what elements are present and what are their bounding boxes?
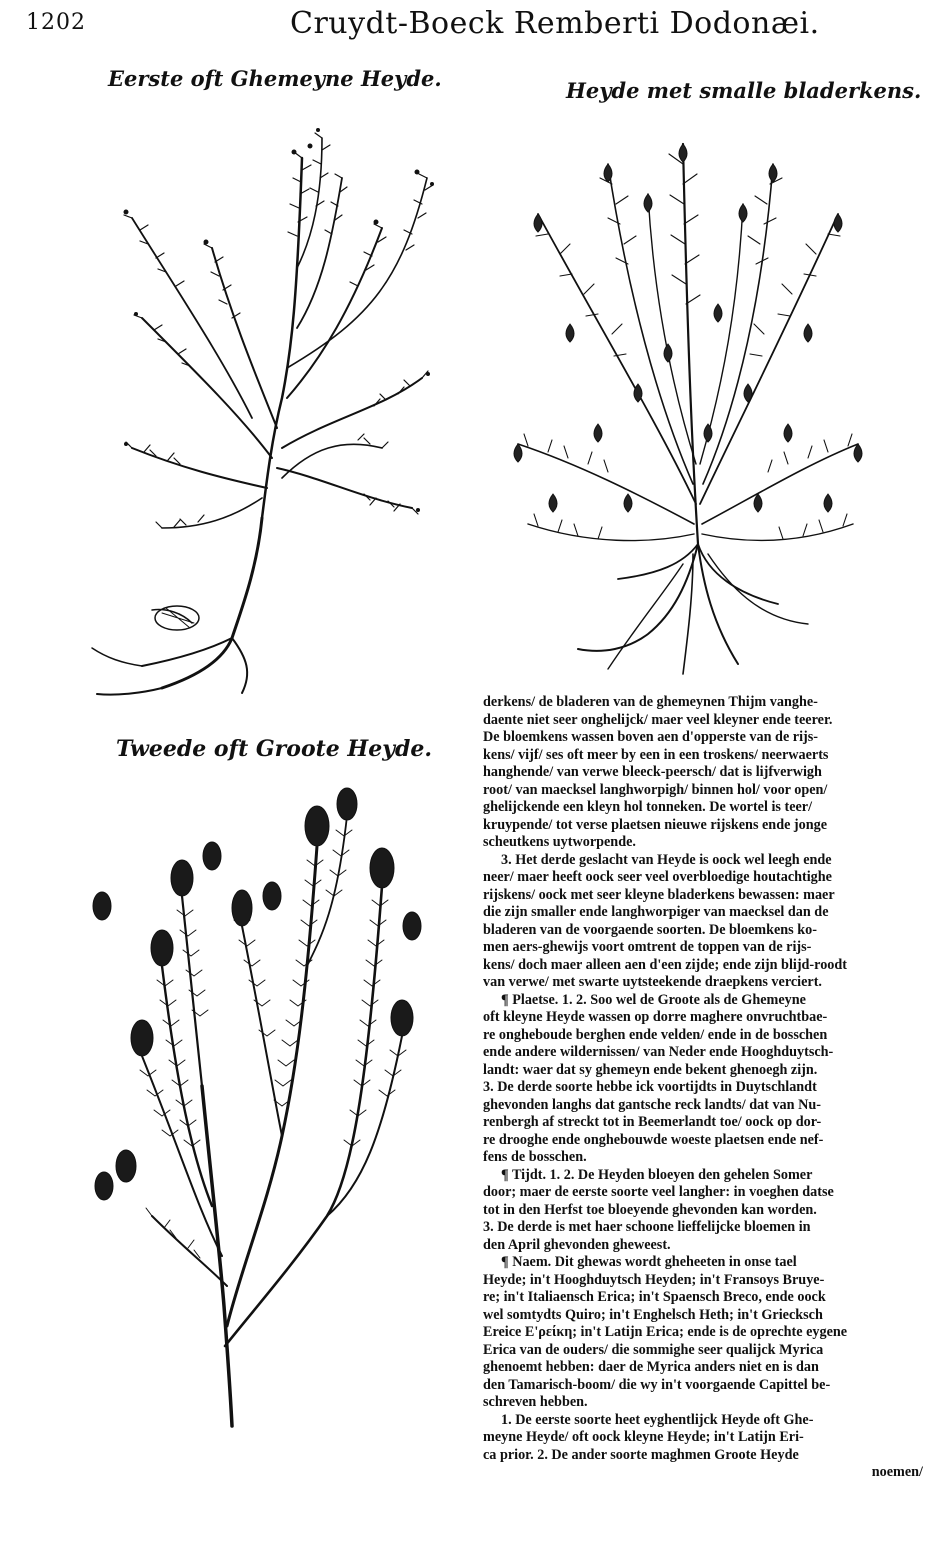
text-line: Heyde; in't Hooghduytsch Heyden; in't Fransoys Bruye- [483, 1271, 825, 1288]
text-line: daente niet seer onghelijck/ maer veel kleyner ende teerer. [483, 711, 833, 728]
text-line: door; maer de eerste soorte veel langher: in voeghen datse [483, 1184, 834, 1200]
text-line: ghelijckende een kleyn hol tonneken. De wortel is teer/ [483, 799, 813, 815]
text-line: kruypende/ tot verse plaetsen nieuwe rijskens ende jonge [483, 816, 828, 833]
text-line: men aers-ghewijs voort omtrent de toppen van de rijs- [483, 939, 812, 955]
text-line: ¶ Naem. Dit ghewas wordt gheheeten in onse tael [501, 1254, 797, 1270]
text-line: schreven hebben. [483, 1394, 588, 1410]
text-line: wel somtydts Quiro; in't Enghelsch Heth; in't Griecksch [483, 1306, 823, 1323]
text-line: derkens/ de bladeren van de ghemeynen Thijm vanghe- [483, 694, 818, 710]
text-line: ¶ Plaetse. 1. 2. Soo wel de Groote als de Ghemeyne [501, 991, 806, 1008]
caption-second-heath: Tweede oft Groote Heyde. [116, 736, 433, 762]
woodcut-great-heath [82, 786, 462, 1436]
text-line: rijskens/ oock met seer kleyne bladerkens bewassen: maer [483, 886, 835, 903]
text-line: ghenoemt hebben: daer de Myrica anders niet en is dan [483, 1359, 819, 1375]
body-text-column [483, 694, 923, 1482]
text-line: hanghende/ van verwe bleeck-peersch/ dat is lijfverwigh [483, 764, 822, 780]
text-line: meyne Heyde/ oft oock kleyne Heyde; in't Latijn Eri- [483, 1429, 804, 1445]
text-line: tot in den Herfst toe bloeyende ghevonden kan worden. [483, 1201, 817, 1218]
text-line: 3. Het derde geslacht van Heyde is oock wel leegh ende [501, 851, 832, 868]
text-line: 1. De eerste soorte heet eyghentlijck Heyde oft Ghe- [501, 1411, 814, 1428]
text-line: re drooghe ende onghebouwde woeste plaetsen ende nef- [483, 1131, 824, 1148]
text-line: den Tamarisch-boom/ die wy in't voorgaende Capittel be- [483, 1376, 831, 1393]
text-line: den April ghevonden gheweest. [483, 1236, 671, 1253]
text-line: Erica van de ouders/ die sommighe seer qualijck Myrica [483, 1341, 824, 1358]
caption-first-heath: Eerste oft Ghemeyne Heyde. [108, 66, 442, 91]
caption-narrow-leaved-heath: Heyde met smalle bladerkens. [566, 78, 922, 103]
text-line: bladeren van de voorgaende soorten. De bloemkens ko- [483, 921, 817, 938]
text-line: scheutkens uytworpende. [483, 834, 636, 850]
text-line: De bloemkens wassen boven aen d'opperste van de rijs- [483, 729, 818, 745]
text-line: re ongheboude berghen ende velden/ ende in de bosschen [483, 1026, 828, 1043]
text-line: neer/ maer heeft oock seer veel overbloedige houtachtighe [483, 869, 832, 885]
text-line: Ereice E'ρείκη; in't Latijn Erica; ende is de oprechte eygene [483, 1324, 848, 1340]
running-head: Cruydt-Boeck Remberti Dodonæi. [290, 6, 820, 41]
text-line: renbergh af streckt tot in Beemerlandt toe/ oock op dor- [483, 1114, 822, 1130]
text-line: van verwe/ met swarte uytsteekende draepkens verciert. [483, 974, 822, 990]
text-line: 3. De derde soorte hebbe ick voortijdts in Duytschlandt [483, 1079, 817, 1095]
woodcut-common-heath [82, 118, 452, 708]
text-line: re; in't Italiaensch Erica; in't Spaensch Breco, ende oock [483, 1289, 826, 1305]
text-line: kens/ vijf/ ses oft meer by een in een troskens/ neerwaerts [483, 746, 829, 763]
text-line: ende andere wildernissen/ van Neder ende Hooghduytsch- [483, 1044, 834, 1060]
text-line: ca prior. 2. De ander soorte maghmen Groote Heyde [483, 1446, 799, 1463]
text-line: die zijn smaller ende langhworpiger van maecksel dan de [483, 904, 829, 920]
text-line: oft kleyne Heyde wassen op dorre maghere onvruchtbae- [483, 1009, 828, 1025]
text-line: fens de bosschen. [483, 1149, 587, 1165]
text-line: root/ van maecksel langhworpigh/ binnen hol/ voor open/ [483, 781, 828, 798]
page-number: 1202 [26, 10, 86, 35]
woodcut-narrow-leaved-heath [508, 124, 868, 684]
text-line: landt: waer dat sy ghemeyn ende bekent ghenoegh zijn. [483, 1061, 818, 1078]
text-line: ghevonden langhs dat gantsche reck landts/ dat van Nu- [483, 1096, 821, 1113]
text-line: 3. De derde is met haer schoone lieffelijcke bloemen in [483, 1219, 811, 1235]
text-line: ¶ Tijdt. 1. 2. De Heyden bloeyen den gehelen Somer [501, 1166, 813, 1183]
text-line: kens/ doch maer alleen aen d'een zijde; ende zijn blijd-roodt [483, 956, 848, 973]
text-line: noemen/ [871, 1464, 923, 1480]
